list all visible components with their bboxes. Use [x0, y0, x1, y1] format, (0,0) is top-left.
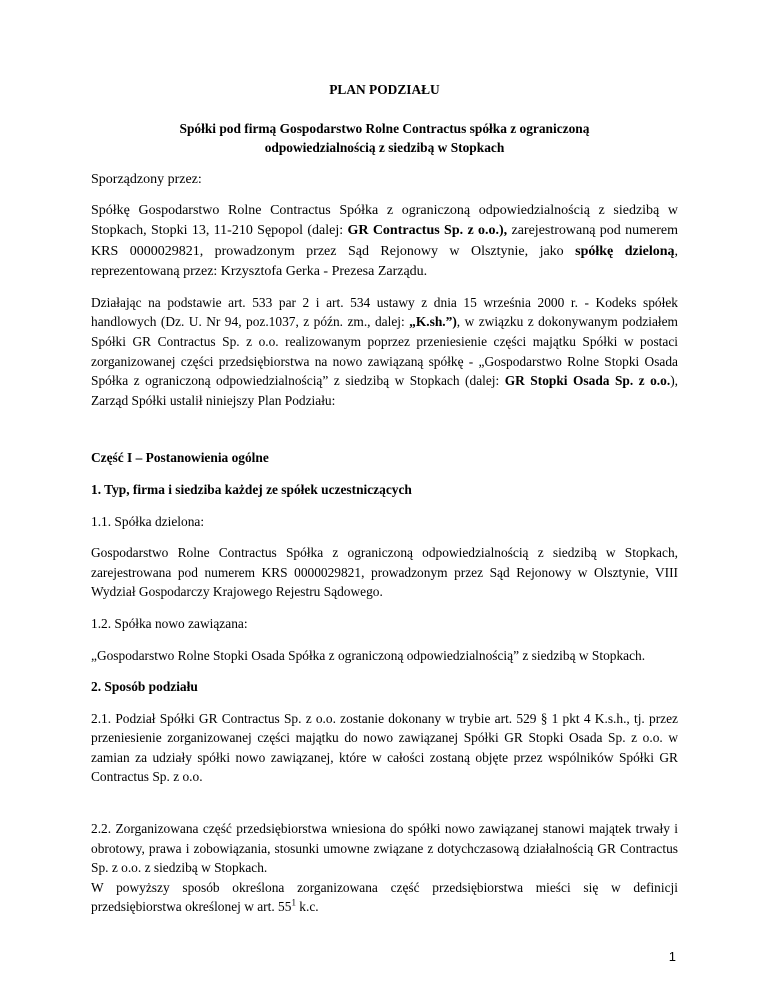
basis-text-2: , w związku z dokonywanym podziałem Spółki GR Contractus Sp. z o.o. realizowanym poprzez przeniesienie części majątku Spółki w postaci zorganizowanej części przedsiębiorstwa na nowo zawiązaną spółkę - „Gospodarstwo Rolne Stopki Osada Spółka z ograniczoną odpowiedzialnością” z siedzibą w Stopkach (dalej: [91, 314, 678, 389]
intro-paragraph [91, 201, 678, 283]
section-1-heading: 1. Typ, firma i siedziba każdej ze spółek uczestniczących [91, 481, 412, 497]
section-1-1-label: 1.1. Spółka dzielona: [91, 513, 205, 529]
prepared-by-label: Sporządzony przez: [91, 171, 202, 187]
document-title: PLAN PODZIAŁU [329, 82, 440, 97]
intro-text-1: Spółkę Gospodarstwo Rolne Contractus Spółka z ograniczoną odpowiedzialnością z siedzibą w Stopkach, Stopki 13, 11-210 Sępopol (dalej: [91, 202, 678, 239]
document-body [91, 80, 678, 917]
basis-paragraph [91, 293, 678, 411]
section-2-1-text: 2.1. Podział Spółki GR Contractus Sp. z o.o. zostanie dokonany w trybie art. 529 § 1 pkt 4 K.s.h., tj. przez przeniesienie zorganizowanej części majątku do nowo zawiązanej Spółki GR Stopki Osada Sp. z o.o. w zamian za udziały spółki nowo zawiązanej, które w całości zostaną objęte przez wspólników Spółki GR Contractus Sp. z o.o. [91, 710, 678, 785]
section-2-heading: 2. Sposób podziału [91, 679, 198, 695]
section-1-2-text: „Gospodarstwo Rolne Stopki Osada Spółka z ograniczoną odpowiedzialnością” z siedzibą w Stopkach. [91, 647, 646, 663]
part-one-heading: Część I – Postanowienia ogólne [91, 450, 269, 466]
section-2-2-continuation [91, 878, 678, 917]
document-subtitle-line1: Spółki pod firmą Gospodarstwo Rolne Contractus spółka z ograniczoną [179, 120, 590, 136]
intro-bold-2: spółkę dzieloną [575, 243, 675, 259]
document-subtitle-line2: odpowiedzialnością z siedzibą w Stopkach [264, 140, 505, 156]
section-2-2-continuation-end: k.c. [295, 899, 319, 915]
intro-text-3: , reprezentowaną przez: Krzysztofa Gerka - Prezesa Zarządu. [91, 243, 678, 280]
basis-bold-1: „K.sh.”) [409, 314, 457, 330]
intro-text-2: zarejestrowaną pod numerem KRS 0000029821, prowadzonym przez Sąd Rejonowy w Olsztynie, jako [91, 223, 678, 259]
basis-text-1: Działając na podstawie art. 533 par 2 i art. 534 ustawy z dnia 15 września 2000 r. - Kodeks spółek handlowych (Dz. U. Nr 94, poz.1037, z późn. zm., dalej: [91, 294, 678, 330]
basis-text-3: ), Zarząd Spółki ustalił niniejszy Plan Podziału: [91, 373, 678, 408]
section-1-2-label: 1.2. Spółka nowo zawiązana: [91, 615, 248, 631]
page-number: 1 [668, 949, 676, 964]
intro-bold-1: GR Contractus Sp. z o.o.), [347, 223, 508, 239]
section-2-2-text: 2.2. Zorganizowana część przedsiębiorstwa wniesiona do spółki nowo zawiązanej stanowi majątek trwały i obrotowy, prawa i zobowiązania, stosunki umowne związane z dotychczasową działalnością GR Contractus Sp. z o.o. z siedzibą w Stopkach. [91, 821, 678, 876]
section-1-1-text: Gospodarstwo Rolne Contractus Spółka z ograniczoną odpowiedzialnością z siedzibą w Stopkach, zarejestrowana pod numerem KRS 0000029821, prowadzonym przez Sąd Rejonowy w Olsztynie, VIII Wydział Gospodarczy Krajowego Rejestru Sądowego. [91, 545, 678, 600]
superscript-one: 1 [291, 897, 296, 908]
basis-bold-2: GR Stopki Osada Sp. z o.o. [504, 373, 671, 389]
section-2-2-continuation-text: W powyższy sposób określona zorganizowana część przedsiębiorstwa mieści się w definicji przedsiębiorstwa określonej w art. 55 [91, 879, 678, 915]
